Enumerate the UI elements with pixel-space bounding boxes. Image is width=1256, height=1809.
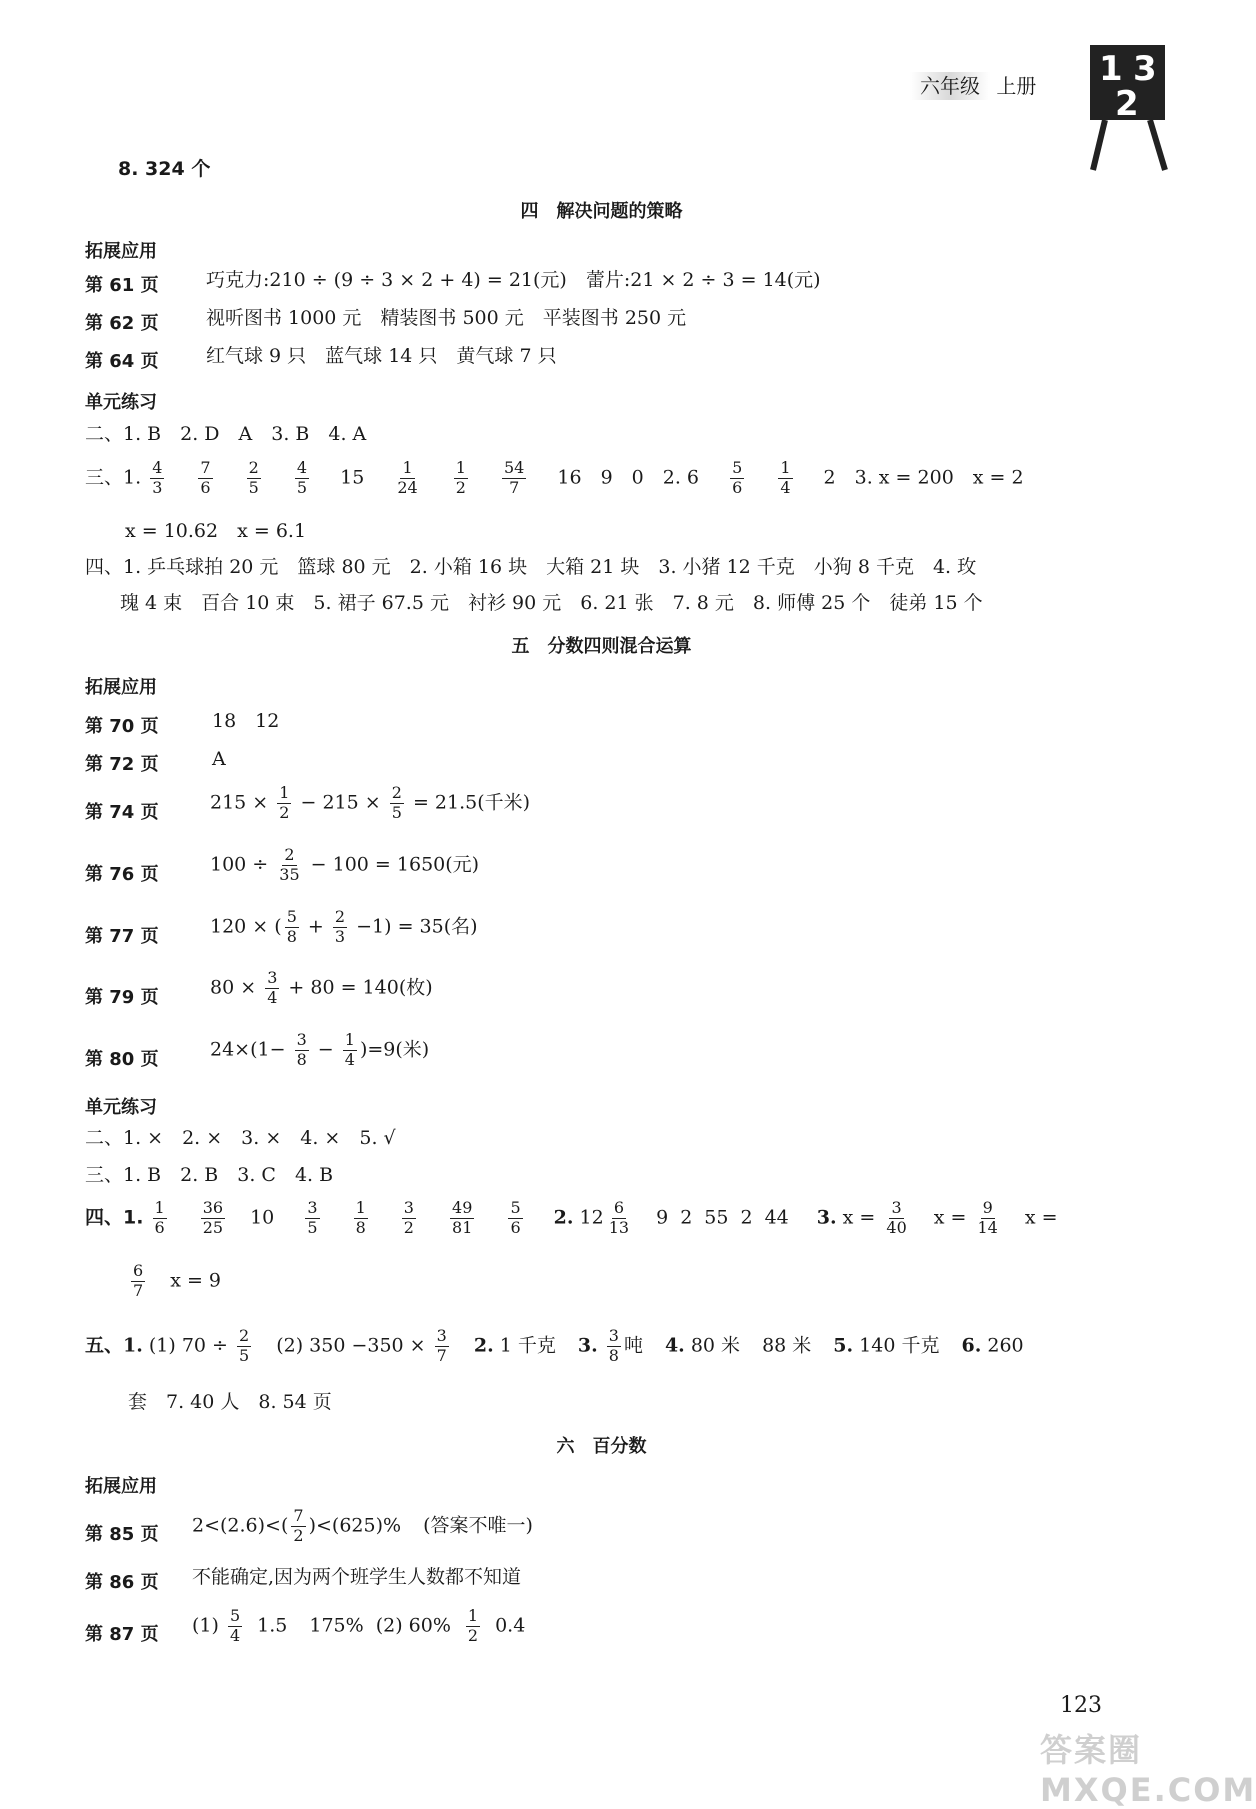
s4-unit-2: 二、1. B 2. D A 3. B 4. A: [85, 423, 367, 445]
p80-label: 第 80 页: [85, 1049, 159, 1070]
chalkboard-logo: [1085, 40, 1175, 180]
p76-label: 第 76 页: [85, 864, 159, 885]
s5-unit-5-line2: 套 7. 40 人 8. 54 页: [128, 1391, 332, 1413]
s4-unit-4-line1: 四、1. 乒乓球拍 20 元 篮球 80 元 2. 小箱 16 块 大箱 21 块 3. 小猪 12 千克 小狗 8 千克 4. 玫: [85, 556, 977, 578]
p80-answer: 24×(1− $\frac{3}{8}$ − $\frac{1}{4}$ )=9(米): [210, 1030, 430, 1069]
s4-unit-3: 三、1. $\frac{4}{3}$ $\frac{7}{6}$ $\frac{2}{5}$ $\frac{4}{5}$ 15 $\frac{1}{24}$ $\frac{1}{2}$ $\frac{54}{7}$ 16 9 0 2. 6 $\frac{5}{6}$ $\frac{1}{4}$ 2 3. x = 200 x = 2: [85, 458, 1024, 497]
frac: $\frac{1}{4}$: [780, 458, 791, 497]
p64-label: 第 64 页: [85, 351, 159, 372]
p70-label: 第 70 页: [85, 716, 159, 737]
p76-answer: 100 ÷ $\frac{2}{35}$ − 100 = 1650(元): [210, 845, 480, 884]
p72-label: 第 72 页: [85, 754, 159, 775]
p79-answer: 80 × $\frac{3}{4}$ + 80 = 140(枚): [210, 968, 433, 1007]
volume-label: 上册: [996, 74, 1037, 98]
page-number: 123: [1060, 1693, 1102, 1718]
s5-unit-3: 三、1. B 2. B 3. C 4. B: [85, 1164, 334, 1186]
section-4-title: 四 解决问题的策略: [520, 201, 683, 222]
unit-label-5: 单元练习: [85, 1097, 157, 1118]
p74-answer: 215 × $\frac{1}{2}$ − 215 × $\frac{2}{5}$ = 21.5(千米): [210, 783, 531, 822]
svg-text:2: 2: [1115, 84, 1139, 124]
s4-unit-4-line2: 瑰 4 束 百合 10 束 5. 裙子 67.5 元 衬衫 90 元 6. 21 张 7. 8 元 8. 师傅 25 个 徒弟 15 个: [120, 592, 983, 614]
p86-answer: 不能确定,因为两个班学生人数都不知道: [192, 1566, 522, 1588]
p85-answer: 2<(2.6)<( $\frac{7}{2}$ )<(625)% (答案不唯一): [192, 1506, 533, 1545]
p85-label: 第 85 页: [85, 1524, 159, 1545]
watermark: 答案圈 MXQE.COM: [1040, 1731, 1256, 1809]
unit-label-4: 单元练习: [85, 392, 157, 413]
p62-label: 第 62 页: [85, 313, 159, 334]
frac: $\frac{4}{3}$: [152, 458, 163, 497]
p77-label: 第 77 页: [85, 926, 159, 947]
s4-unit-3-line2: x = 10.62 x = 6.1: [125, 520, 307, 542]
section-5-title: 五 分数四则混合运算: [511, 636, 692, 657]
s5-unit-4: 四、1. $\frac{1}{6}$ $\frac{36}{25}$ 10 $\frac{3}{5}$ $\frac{1}{8}$ $\frac{3}{2}$ $\frac{49}{81}$ $\frac{5}{6}$ 2. 12 $\frac{6}{13}$ 9 2 55 2 44 3. x = $\frac{3}{40}$ x = $\frac{9}{14}$ x =: [85, 1198, 1058, 1237]
s5-unit-4-line2: $\frac{6}{7}$ x = 9: [133, 1261, 221, 1300]
p74-label: 第 74 页: [85, 802, 159, 823]
expand-label-4: 拓展应用: [85, 241, 157, 262]
p61-label: 第 61 页: [85, 275, 159, 296]
frac: $\frac{1}{24}$: [397, 458, 418, 497]
s5-unit-5: 五、1. (1) 70 ÷ $\frac{2}{5}$ (2) 350 −350 × $\frac{3}{7}$ 2. 1 千克 3. $\frac{3}{8}$ 吨 4. 80 米 88 米 5. 140 千克 6. 260: [85, 1326, 1024, 1365]
p62-answer: 视听图书 1000 元 精装图书 500 元 平装图书 250 元: [206, 307, 687, 329]
expand-label-5: 拓展应用: [85, 677, 157, 698]
frac: $\frac{5}{6}$: [732, 458, 743, 497]
frac: $\frac{1}{2}$: [455, 458, 466, 497]
p72-answer: A: [212, 748, 226, 770]
p87-answer: (1) $\frac{5}{4}$ 1.5 175% (2) 60% $\frac{1}{2}$ 0.4: [192, 1606, 526, 1645]
frac: $\frac{4}{5}$: [296, 458, 308, 497]
section-6-title: 六 百分数: [556, 1436, 647, 1457]
top-line: 8. 324 个: [118, 158, 211, 180]
frac: $\frac{54}{7}$: [504, 458, 525, 497]
frac: $\frac{7}{6}$: [200, 458, 211, 497]
frac: $\frac{2}{5}$: [248, 458, 259, 497]
u3-prefix: 三、1.: [85, 466, 142, 489]
p64-answer: 红气球 9 只 蓝气球 14 只 黄气球 7 只: [206, 345, 557, 367]
expand-label-6: 拓展应用: [85, 1476, 157, 1497]
p87-label: 第 87 页: [85, 1624, 159, 1645]
page-header: [910, 70, 1036, 99]
p86-label: 第 86 页: [85, 1572, 159, 1593]
p77-answer: 120 × ( $\frac{5}{8}$ + $\frac{2}{3}$ −1) = 35(名): [210, 907, 478, 946]
svg-text:3: 3: [1133, 49, 1157, 89]
p79-label: 第 79 页: [85, 987, 159, 1008]
p61-answer: 巧克力:210 ÷ (9 ÷ 3 × 2 + 4) = 21(元) 蕾片:21 × 2 ÷ 3 = 14(元): [206, 269, 821, 291]
p70-answer: 18 12: [212, 710, 280, 732]
s5-unit-2: 二、1. × 2. × 3. × 4. × 5. √: [85, 1127, 396, 1149]
grade-label: 六年级: [910, 72, 990, 100]
svg-text:1: 1: [1099, 49, 1123, 89]
